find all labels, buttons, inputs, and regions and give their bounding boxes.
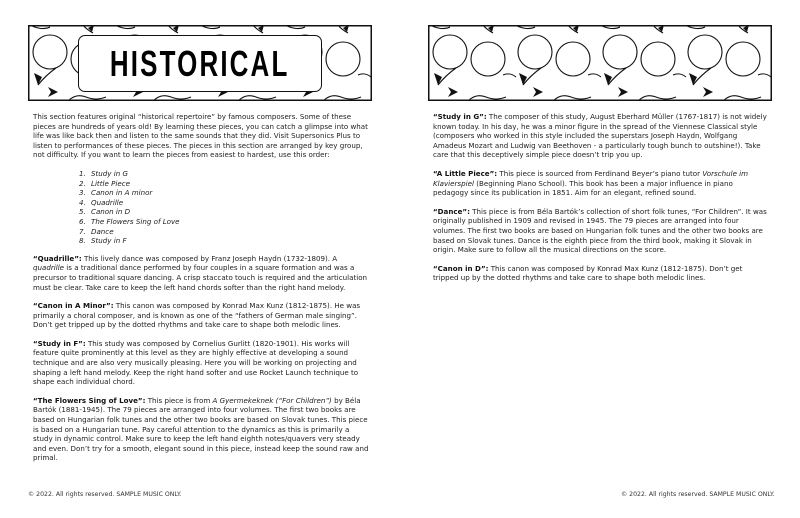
piece-heading: “Canon in D”: [433,263,489,273]
piece-heading: “Canon in A Minor”: [33,301,114,311]
order-item: 3. Canon in A minor [79,188,153,198]
piece-heading: “Study in F”: [33,338,86,348]
order-item: 4. Quadrille [79,197,124,207]
copyright-footer: © 2022. All rights reserved. SAMPLE MUSIC ONLY. [621,491,775,498]
learning-order-list [33,169,369,246]
piece-a-little-piece: “A Little Piece”: This piece is sourced from Ferdinand Beyer’s piano tutor Vorschule im Klavierspiel (Beginning Piano School). This book has been a major influence in piano pedagogy since its publication in 1851. Aim for an elegant, refined sound. [433,168,749,198]
order-item: 6. The Flowers Sing of Love [79,216,180,226]
order-item: 7. Dance [79,226,114,236]
order-item: 8. Study in F [79,236,127,246]
piece-flowers-sing-of-love: “The Flowers Sing of Love”: This piece is from A Gyermekeknek (“For Children”) by Béla Bartók (1881-1945). The 79 pieces are arranged into four volumes. The first two books are based on Hungarian folk tunes and the other two books are based on Slovak tunes. This piece is based on a Hungarian tune. Pay careful attention to the dynamics as this is primarily a study in dynamic control. Make sure to keep the left hand eighth notes/quavers very steady and even. Don’t try for a smooth, elegant sound in this piece, instead keep the sound raw and primal. [33,395,369,463]
right-column [433,112,769,292]
order-item: 1. Study in G [79,168,128,178]
decorative-banner [428,25,772,101]
piece-dance: “Dance”: This piece is from Béla Bartók’s collection of short folk tunes, “For Children”. It was originally published in 1909 and revised in 1945. The 79 pieces are arranged into four volumes. The first two books are based on Hungarian folk tunes and the other two books are based on Slovak tunes. Dance is the eighth piece from the third book, making it Slovak in origin. Make sure to follow all the musical directions on the score. [433,206,767,255]
copyright-footer: © 2022. All rights reserved. SAMPLE MUSIC ONLY. [28,491,182,498]
section-title: HISTORICAL [110,42,290,84]
section-title-box [78,35,322,92]
left-column [33,112,369,472]
section-banner [28,25,372,101]
circle-swirl-pattern-icon [428,25,772,101]
order-item: 5. Canon in D [79,207,131,217]
piece-heading: “A Little Piece”: [433,168,498,178]
piece-study-in-f: “Study in F”: This study was composed by Cornelius Gurlitt (1820-1901). His works will feature quite prominently at this level as they are highly effective at developing a sound technique and are also very musically pleasing. Here you will be working on projecting and shaping a left hand melody. Keep the right hand softer and use Rocket Launch technique to shape each individual chord. [33,338,359,387]
piece-heading: “Dance”: [433,206,470,216]
piece-heading: “Study in G”: [433,112,487,121]
piece-canon-a-minor: “Canon in A Minor”: This canon was composed by Konrad Max Kunz (1812-1875). He was primarily a choral composer, and is known as one of the “fathers of German male singing”. Don’t get tripped up by the dotted rhythms and take care to shape both melodic lines. [33,301,361,330]
piece-canon-in-d: “Canon in D”: This canon was composed by Konrad Max Kunz (1812-1875). Don’t get tripped up by the dotted rhythms and take care to shape both melodic lines. [433,263,743,283]
piece-study-in-g: “Study in G”: The composer of this study, August Eberhard Müller (1767-1817) is not widely known today. In his day, he was a minor figure in the spread of the Viennese Classical style (composers who worked in this style included the superstars Joseph Haydn, Wolfgang Amadeus Mozart and Ludwig van Beethoven - a particularly tough bunch to outshine!). Take care that this deceptively simple piece doesn’t trip you up. [433,112,767,160]
piece-heading: “The Flowers Sing of Love”: [33,395,146,405]
intro-paragraph: This section features original “historical repertoire” by famous composers. Some of these pieces are hundreds of years old! By learning these pieces, you can catch a glimpse into what life was like back then and listen to the same sounds that they did. Visit Supersonics Plus to listen to performances of these pieces. The pieces in this section are arranged by key group, not difficulty. If you want to learn the pieces from easiest to hardest, use this order: [33,112,368,160]
piece-heading: “Quadrille”: [33,253,82,263]
order-item: 2. Little Piece [79,178,130,188]
piece-quadrille: “Quadrille”: This lively dance was composed by Franz Joseph Haydn (1732-1809). A quadrille is a traditional dance performed by four couples in a square formation and was a precursor to traditional square dancing. A crisp staccato touch is required and the articulation must be clear. Take care to keep the left hand chords softer than the right hand melody. [33,253,368,292]
